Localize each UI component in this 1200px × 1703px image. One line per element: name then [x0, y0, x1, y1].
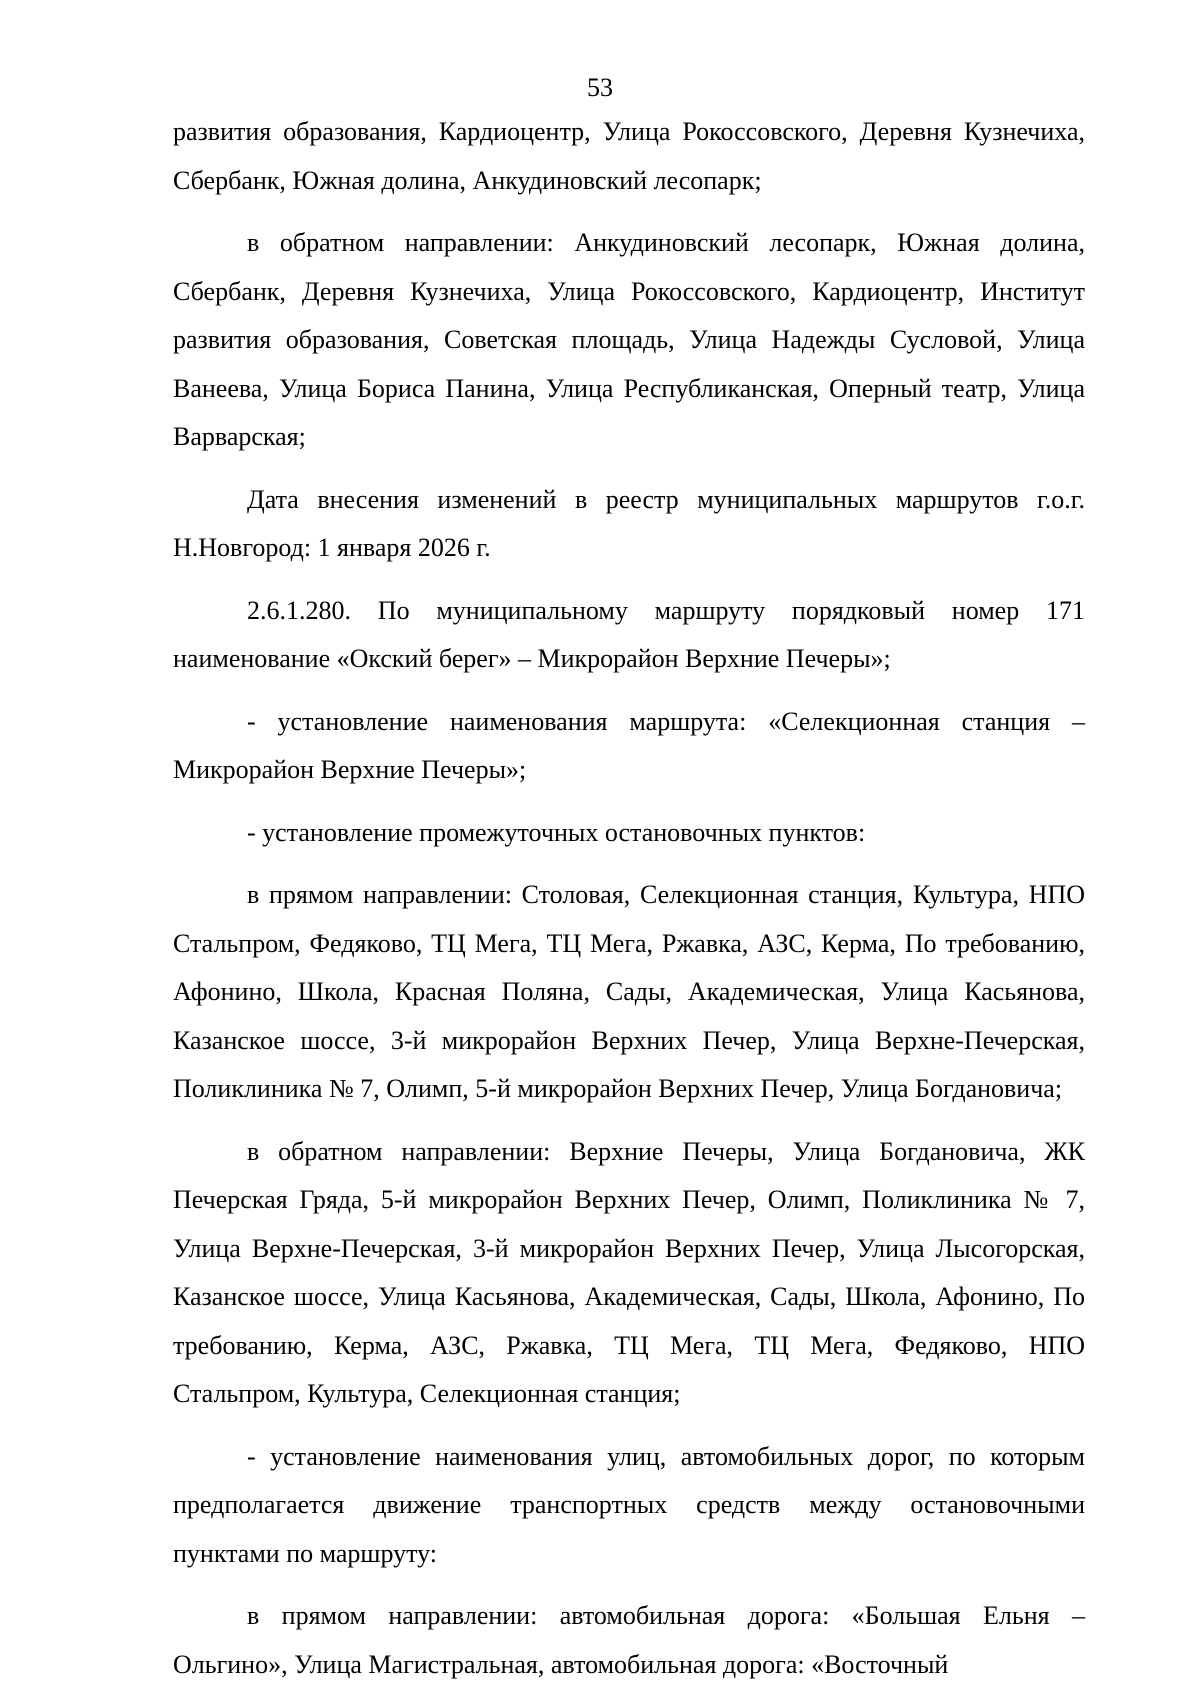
paragraph: - установление промежуточных остановочных пунктов:	[247, 817, 866, 847]
paragraph: Дата внесения изменений в реестр муниципальных маршрутов г.о.г. Н.Новгород: 1 января 2026 г.	[173, 484, 1085, 562]
page-number: 53	[587, 73, 613, 102]
paragraph: развития образования, Кардиоцентр, Улица Рокоссовского, Деревня Кузнечиха, Сбербанк, Южная долина, Анкудиновский лесопарк;	[173, 117, 1085, 195]
paragraph: - установление наименования улиц, автомобильных дорог, по которым предполагается движение транспортных средств между остановочными пунктами по маршруту:	[173, 1441, 1085, 1568]
paragraph: - установление наименования маршрута: «Селекционная станция – Микрорайон Верхние Печеры»;	[173, 706, 1085, 784]
paragraph: в обратном направлении: Верхние Печеры, Улица Богдановича, ЖК Печерская Гряда, 5-й микрорайон Верхних Печер, Олимп, Поликлиника № 7, Улица Верхне-Печерская, 3-й микрорайон Верхних Печер, Улица Лысогорская, Казанское шоссе, Улица Касьянова, Академическая, Сады, Школа, Афонино, По требованию, Керма, АЗС, Ржавка, ТЦ Мега, ТЦ Мега, Федяково, НПО Стальпром, Культура, Селекционная станция;	[173, 1136, 1085, 1408]
paragraph: в прямом направлении: Столовая, Селекционная станция, Культура, НПО Стальпром, Федяково, ТЦ Мега, ТЦ Мега, Ржавка, АЗС, Керма, По требованию, Афонино, Школа, Красная Поляна, Сады, Академическая, Улица Касьянова, Казанское шоссе, 3-й микрорайон Верхних Печер, Улица Верхне-Печерская, Поликлиника № 7, Олимп, 5-й микрорайон Верхних Печер, Улица Богдановича;	[173, 880, 1085, 1103]
paragraph: в обратном направлении: Анкудиновский лесопарк, Южная долина, Сбербанк, Деревня Кузнечиха, Улица Рокоссовского, Кардиоцентр, Институт развития образования, Советская площадь, Улица Надежды Сусловой, Улица Ванеева, Улица Бориса Панина, Улица Республиканская, Оперный театр, Улица Варварская;	[173, 228, 1085, 451]
paragraph: 2.6.1.280. По муниципальному маршруту порядковый номер 171 наименование «Окский берег» – Микрорайон Верхние Печеры»;	[173, 595, 1085, 673]
paragraph: в прямом направлении: автомобильная дорога: «Большая Ельня – Ольгино», Улица Магистральная, автомобильная дорога: «Восточный	[173, 1601, 1085, 1679]
document-body	[173, 108, 1085, 1703]
